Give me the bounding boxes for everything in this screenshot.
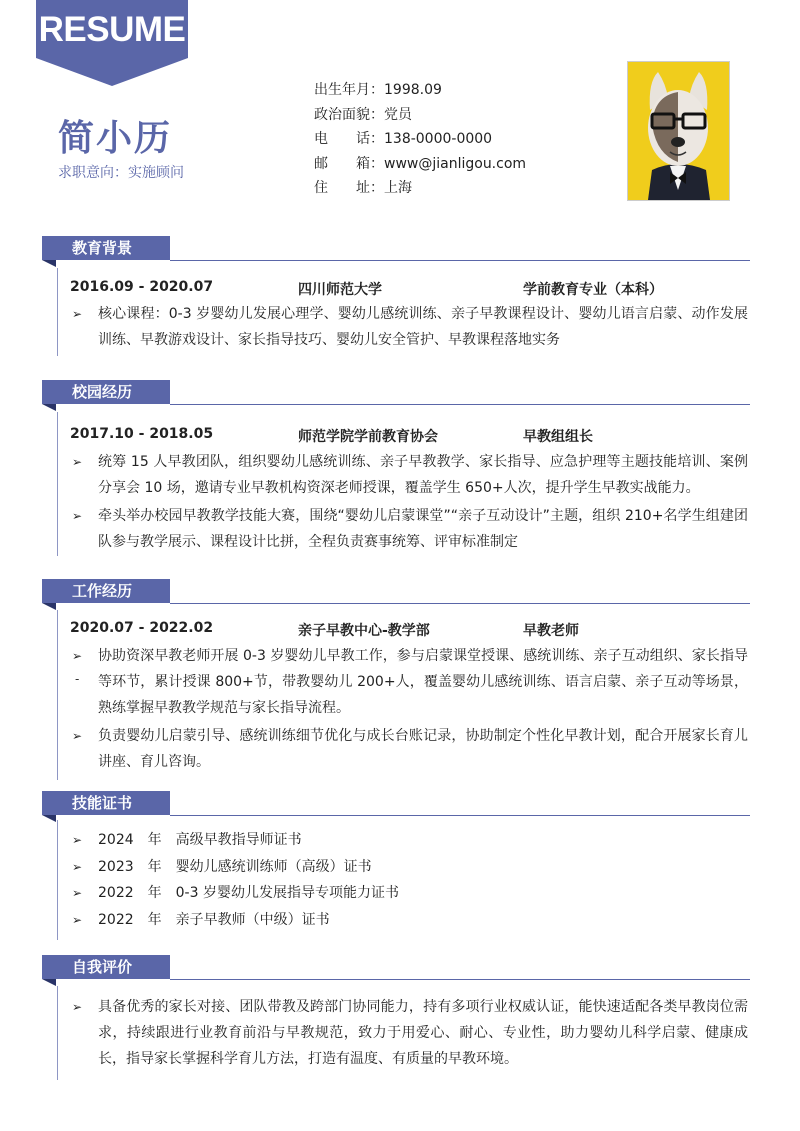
bullet-text: 牵头举办校园早教教学技能大赛，围绕“婴幼儿启蒙课堂”“亲子互动设计”主题，组织 210+名学生组建团队参与教学展示、课程设计比拼，全程负责赛事统筹、评审标准制定	[98, 508, 748, 550]
info-value: 1998.09	[384, 82, 442, 98]
info-label: 出生年月：	[314, 82, 384, 98]
section-corner	[42, 603, 56, 610]
info-label: 电 话：	[314, 131, 384, 147]
bullet-text: 统筹 15 人早教团队，组织婴幼儿感统训练、亲子早教教学、家长指导、应急护理等主题技能培训、案例分享会 10 场，邀请专业早教机构资深老师授课，覆盖学生 650+人次，提升学生早教实战能力。	[98, 454, 748, 496]
bullet-text: 协助资深早教老师开展 0-3 岁婴幼儿早教工作，参与启蒙课堂授课、感统训练、亲子互动组织、家长指导等环节，累计授课 800+节，带教婴幼儿 200+人，覆盖婴幼儿感统训练、语言启蒙、亲子互动等场景，熟练掌握早教教学规范与家长指导流程。	[98, 648, 748, 716]
arrow-bullet-icon: ➢	[72, 1000, 83, 1014]
info-address	[314, 176, 526, 201]
info-politics	[314, 103, 526, 128]
arrow-bullet-icon: ➢	[72, 913, 83, 927]
section-corner	[42, 979, 56, 986]
work-date: 2020.07 - 2022.02	[70, 620, 214, 636]
banner-text: RESUME	[38, 10, 186, 49]
info-value: 138-0000-0000	[384, 131, 493, 147]
section-divider	[170, 979, 750, 980]
section-guide-line	[57, 820, 58, 940]
arrow-bullet-icon: ➢	[72, 455, 83, 469]
section-guide-line	[57, 610, 58, 780]
work-role: 早教老师	[523, 623, 579, 639]
info-label: 政治面貌：	[314, 106, 384, 123]
section-guide-line	[57, 986, 58, 1080]
certificate-text: 2023 年 婴幼儿感统训练师（高级）证书	[98, 859, 372, 875]
section-corner	[42, 260, 56, 267]
section-title-skills: 技能证书	[42, 791, 170, 815]
arrow-bullet-icon: ➢	[72, 729, 83, 743]
bullet-text: 具备优秀的家长对接、团队带教及跨部门协同能力，持有多项行业权威认证，能快速适配各类早教岗位需求，持续跟进行业教育前沿与早教规范，致力于用爱心、耐心、专业性，助力婴幼儿科学启蒙、健康成长，指导家长掌握科学育儿方法，打造有温度、有质量的早教环境。	[98, 999, 748, 1067]
section-corner	[42, 815, 56, 822]
certificate-text: 2022 年 亲子早教师（中级）证书	[98, 912, 330, 928]
certificate-text: 2022 年 0-3 岁婴幼儿发展指导专项能力证书	[98, 885, 399, 901]
bullet-text: 核心课程：0-3 岁婴幼儿发展心理学、婴幼儿感统训练、亲子早教课程设计、婴幼儿语言启蒙、动作发展训练、早教游戏设计、家长指导技巧、婴幼儿安全管护、早教课程落地实务	[98, 306, 748, 348]
section-guide-line	[57, 268, 58, 356]
section-divider	[170, 404, 750, 405]
info-value: 党员	[384, 106, 412, 123]
education-school: 四川师范大学	[298, 282, 382, 298]
section-divider	[170, 260, 750, 261]
education-date: 2016.09 - 2020.07	[70, 279, 214, 295]
candidate-name: 简小历	[58, 118, 173, 159]
section-corner	[42, 404, 56, 411]
bullet-text: 负责婴幼儿启蒙引导、感统训练细节优化与成长台账记录，协助制定个性化早教计划，配合开展家长育儿讲座、育儿咨询。	[98, 728, 748, 770]
work-company: 亲子早教中心-教学部	[298, 623, 430, 639]
arrow-bullet-icon: ➢	[72, 886, 83, 900]
info-label: 住 址：	[314, 180, 384, 196]
section-title-self: 自我评价	[42, 955, 170, 979]
info-email	[314, 152, 526, 177]
info-phone	[314, 127, 526, 152]
campus-date: 2017.10 - 2018.05	[70, 426, 214, 442]
education-major: 学前教育专业（本科）	[523, 282, 663, 298]
stray-dash-mark: -	[75, 672, 80, 686]
resume-banner	[36, 0, 188, 86]
section-divider	[170, 603, 750, 604]
campus-org: 师范学院学前教育协会	[298, 429, 438, 445]
section-divider	[170, 815, 750, 816]
arrow-bullet-icon: ➢	[72, 509, 83, 523]
certificate-text: 2024 年 高级早教指导师证书	[98, 832, 302, 848]
section-guide-line	[57, 412, 58, 556]
arrow-bullet-icon: ➢	[72, 833, 83, 847]
arrow-bullet-icon: ➢	[72, 649, 83, 663]
arrow-bullet-icon: ➢	[72, 307, 83, 321]
arrow-bullet-icon: ➢	[72, 860, 83, 874]
info-value: www@jianligou.com	[384, 155, 527, 172]
profile-photo	[627, 61, 730, 201]
section-title-campus: 校园经历	[42, 380, 170, 404]
campus-role: 早教组组长	[523, 429, 593, 445]
info-value: 上海	[384, 180, 412, 196]
personal-info	[314, 78, 526, 201]
section-title-work: 工作经历	[42, 579, 170, 603]
job-intent: 求职意向：实施顾问	[58, 165, 184, 181]
info-birth	[314, 78, 526, 103]
section-title-education: 教育背景	[42, 236, 170, 260]
info-label: 邮 箱：	[314, 155, 384, 172]
dog-portrait-icon	[628, 62, 729, 200]
